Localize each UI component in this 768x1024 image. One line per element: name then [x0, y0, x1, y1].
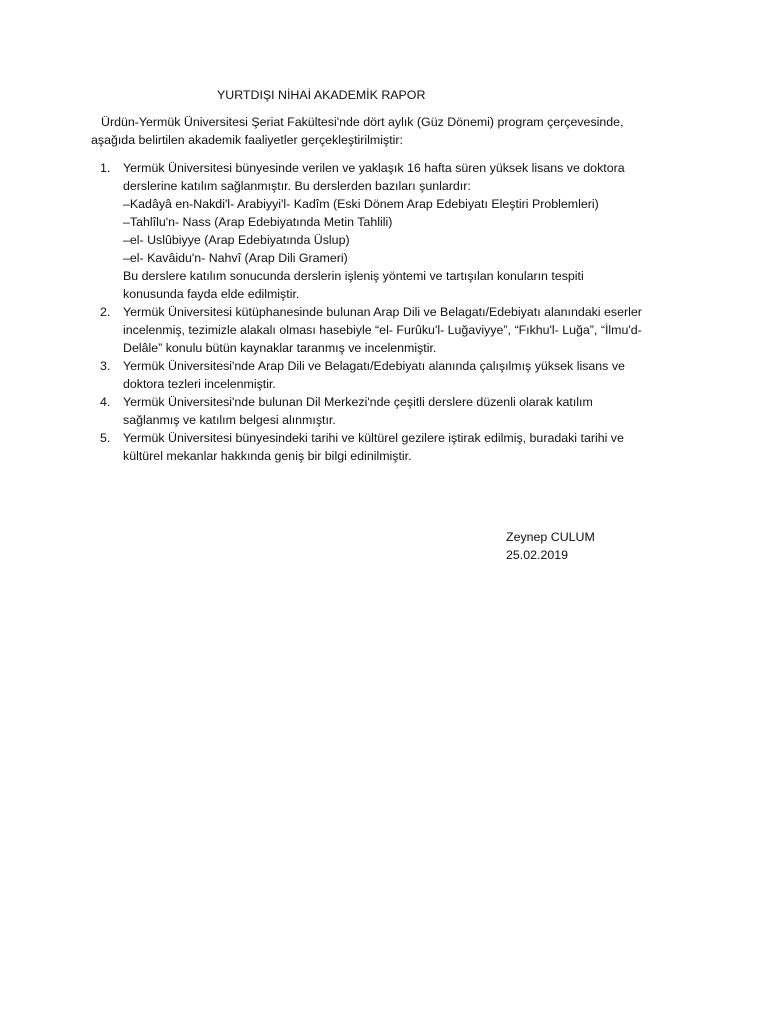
list-item-number: 4. — [100, 395, 111, 409]
activity-list — [100, 159, 683, 465]
signature-name: Zeynep CULUM — [506, 530, 595, 544]
course-entry: –el- Uslûbiyye (Arap Edebiyatında Üslup) — [123, 233, 350, 247]
list-item-line: Bu derslere katılım sonucunda derslerin işleniş yöntemi ve tartışılan konuların tespiti — [123, 269, 584, 283]
list-item-number: 3. — [100, 359, 111, 373]
list-item-line: incelenmiş, tezimizle alakalı olması hasebiyle “el- Furûku'l- Luğaviyye”, “Fıkhu'l- Luğa”, “İlmu'd- — [123, 323, 642, 337]
list-item — [100, 159, 683, 303]
list-item-number: 1. — [100, 161, 111, 175]
intro-line: aşağıda belirtilen akademik faaliyetler gerçekleştirilmiştir: — [91, 133, 403, 147]
course-entry: –Tahlîlu'n- Nass (Arap Edebiyatında Metin Tahlili) — [123, 215, 393, 229]
signature-block — [506, 528, 595, 564]
list-item-line: Yermük Üniversitesi bünyesindeki tarihi ve kültürel gezilere iştirak edilmiş, buradaki tarihi ve — [123, 431, 624, 445]
list-item — [100, 429, 683, 465]
list-item-line: Yermük Üniversitesi kütüphanesinde bulunan Arap Dili ve Belagatı/Edebiyatı alanındaki eserler — [123, 305, 642, 319]
intro-line: Ürdün-Yermük Üniversitesi Şeriat Fakültesi'nde dört aylık (Güz Dönemi) program çerçevesinde, — [101, 115, 624, 129]
list-item-line: konusunda fayda elde edilmiştir. — [123, 287, 300, 301]
signature-date: 25.02.2019 — [506, 548, 569, 562]
list-item-number: 2. — [100, 305, 111, 319]
list-item-line: sağlanmış ve katılım belgesi alınmıştır. — [123, 413, 336, 427]
list-item-line: Delâle” konulu bütün kaynaklar taranmış ve incelenmiştir. — [123, 341, 437, 355]
course-entry: –el- Kavâidu'n- Nahvî (Arap Dili Gramerі) — [123, 251, 348, 265]
list-item-line: Yermük Üniversitesi'nde bulunan Dil Merkezi'nde çeşitli derslere düzenli olarak katılım — [123, 395, 593, 409]
list-item-line: doktora tezleri incelenmiştir. — [123, 377, 276, 391]
intro-paragraph — [91, 113, 671, 149]
list-item — [100, 303, 683, 357]
list-item — [100, 357, 683, 393]
list-item — [100, 393, 683, 429]
course-entry: –Kadâyâ en-Nakdi'l- Arabiyyi'l- Kadîm (Eski Dönem Arap Edebiyatı Eleştiri Problemleri) — [123, 197, 599, 211]
report-title: YURTDIŞI NİHAİ AKADEMİK RAPOR — [217, 88, 426, 102]
list-item-line: Yermük Üniversitesi'nde Arap Dili ve Belagatı/Edebiyatı alanında çalışılmış yüksek lisans ve — [123, 359, 625, 373]
list-item-line: Yermük Üniversitesi bünyesinde verilen ve yaklaşık 16 hafta süren yüksek lisans ve doktora — [123, 161, 625, 175]
list-item-line: kültürel mekanlar hakkında geniş bir bilgi edinilmiştir. — [123, 449, 412, 463]
list-item-line: derslerine katılım sağlanmıştır. Bu derslerden bazıları şunlardır: — [123, 179, 471, 193]
list-item-number: 5. — [100, 431, 111, 445]
